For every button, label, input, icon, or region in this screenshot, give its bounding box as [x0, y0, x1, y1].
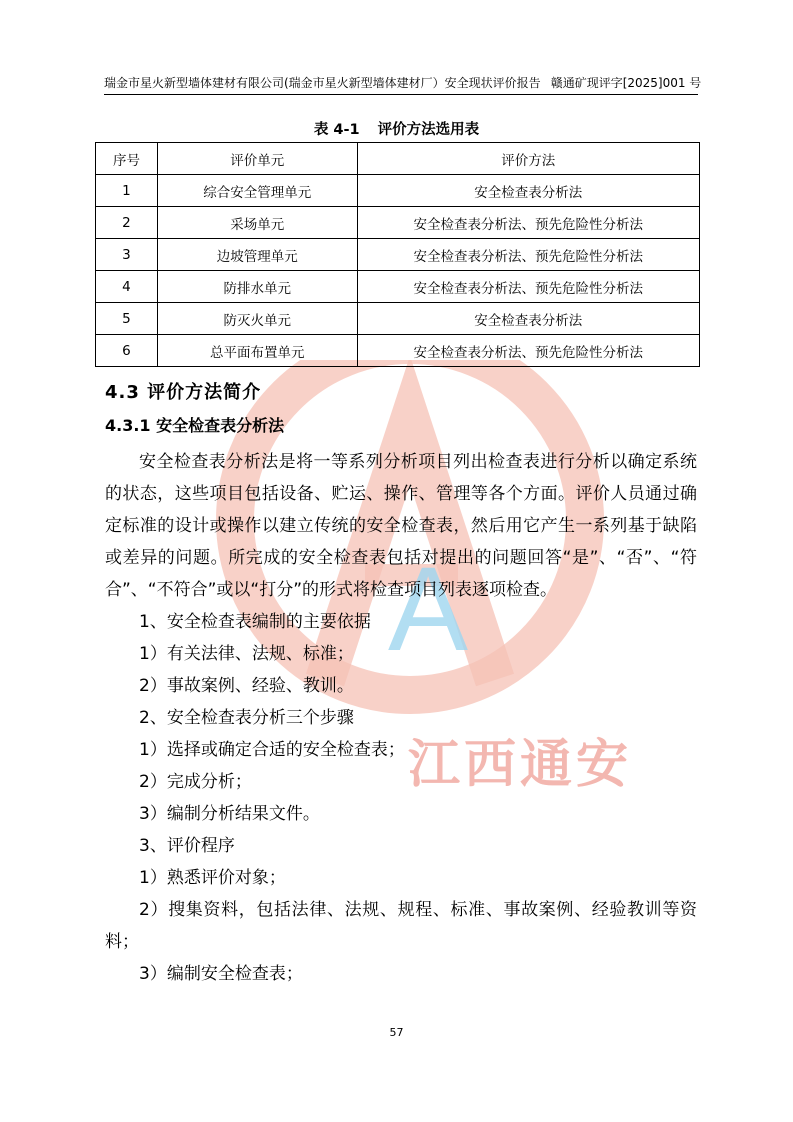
list-item: 1）熟悉评价对象； [139, 868, 286, 888]
table-caption [0, 118, 793, 139]
table-cell: 6 [96, 335, 158, 367]
table-cell: 3 [96, 239, 158, 271]
running-header [104, 74, 702, 95]
page-number: 57 [389, 1026, 404, 1039]
report-title: 瑞金市星火新型墙体建材有限公司(瑞金市星火新型墙体建材厂）安全现状评价报告 [104, 76, 541, 90]
table-row [96, 239, 700, 271]
section-heading: 4.3 评价方法简介 [105, 382, 262, 403]
table-cell: 采场单元 [157, 207, 357, 239]
table-row [96, 271, 700, 303]
table-cell: 综合安全管理单元 [157, 175, 357, 207]
report-number: 赣通矿现评字[2025]001 号 [550, 76, 702, 90]
table-cell: 4 [96, 271, 158, 303]
table-header-cell: 评价方法 [357, 143, 699, 175]
table-row [96, 175, 700, 207]
list-item: 3）编制安全检查表； [139, 964, 303, 984]
table-row [96, 303, 700, 335]
table-cell: 5 [96, 303, 158, 335]
table-header-cell: 序号 [96, 143, 158, 175]
list-item: 1）选择或确定合适的安全检查表； [139, 740, 405, 760]
list-item: 2）搜集资料，包括法律、法规、规程、标准、事故案例、经验教训等资料； [105, 900, 697, 952]
list-item: 2）事故案例、经验、教训。 [139, 676, 354, 696]
table-cell: 安全检查表分析法、预先危险性分析法 [357, 207, 699, 239]
table-row [96, 335, 700, 367]
table-cell: 安全检查表分析法、预先危险性分析法 [357, 271, 699, 303]
body-text [105, 446, 697, 990]
list-item: 1）有关法律、法规、标准； [139, 644, 354, 664]
table-cell: 1 [96, 175, 158, 207]
table-row [96, 207, 700, 239]
list-item: 3）编制分析结果文件。 [139, 804, 320, 824]
watermark-text: 江西通安 [408, 735, 633, 795]
table-cell: 安全检查表分析法 [357, 175, 699, 207]
list-item: 3、评价程序 [139, 836, 235, 856]
list-item: 1、安全检查表编制的主要依据 [139, 612, 371, 632]
table-header-row [96, 143, 700, 175]
table-cell: 安全检查表分析法、预先危险性分析法 [357, 335, 699, 367]
table-cell: 总平面布置单元 [157, 335, 357, 367]
table-header-cell: 评价单元 [157, 143, 357, 175]
paragraph: 安全检查表分析法是将一等系列分析项目列出检查表进行分析以确定系统的状态，这些项目包括设备、贮运、操作、管理等各个方面。评价人员通过确定标准的设计或操作以建立传统的安全检查表，然后用它产生一系列基于缺陷或差异的问题。所完成的安全检查表包括对提出的问题回答“是”、“否”、“符合”、“不符合”或以“打分”的形式将检查项目列表逐项检查。 [105, 452, 697, 600]
methods-table [95, 142, 700, 367]
table-caption-title: 评价方法选用表 [377, 122, 480, 138]
table-cell: 安全检查表分析法、预先危险性分析法 [357, 239, 699, 271]
list-item: 2）完成分析； [139, 772, 252, 792]
table-caption-number: 表 4-1 [313, 122, 360, 138]
table-cell: 防灭火单元 [157, 303, 357, 335]
list-item: 2、安全检查表分析三个步骤 [139, 708, 354, 728]
table-cell: 安全检查表分析法 [357, 303, 699, 335]
subsection-heading: 4.3.1 安全检查表分析法 [105, 416, 285, 435]
table-cell: 边坡管理单元 [157, 239, 357, 271]
table-cell: 防排水单元 [157, 271, 357, 303]
table-cell: 2 [96, 207, 158, 239]
watermark-letter: A [388, 542, 469, 676]
